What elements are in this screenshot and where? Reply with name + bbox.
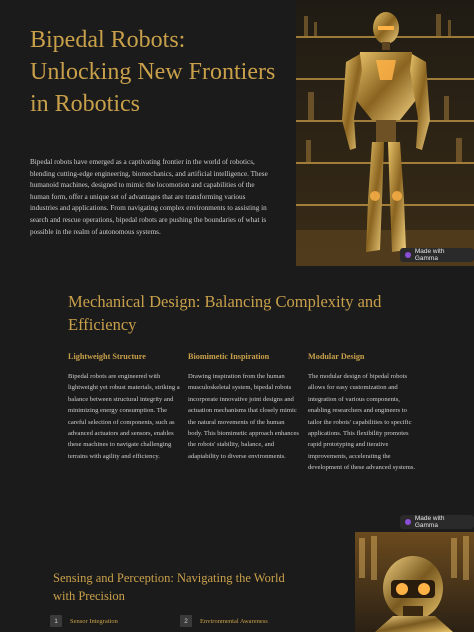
column-heading: Modular Design [308,352,365,361]
slide-sensing-perception [0,532,474,632]
gamma-logo-icon [405,519,411,525]
slide-mechanical-design [0,268,474,530]
made-with-gamma-badge[interactable] [400,515,474,529]
sensing-title: Sensing and Perception: Navigating the World with Precision [53,571,285,603]
list-item-sensor-integration [50,615,118,627]
robot-illustration [296,0,474,266]
robot-head-illustration [355,532,474,632]
robot-head-image [355,532,474,632]
intro-title: Bipedal Robots: Unlocking New Frontiers in Robotics [30,27,276,117]
column-modular-design [308,352,420,474]
column-body: Drawing inspiration from the human musculoskeletal system, bipedal robots incorporate innovative joint designs and actuation mechanisms that closely mimic the natural movements of the human body. This biomimetic approach enhances the robots' stability, balance, and adaptability to diverse environments. [188,373,299,460]
column-biomimetic-inspiration [188,352,300,462]
list-item-environmental-awareness [180,615,268,627]
column-body: Bipedal robots are engineered with lightweight yet robust materials, striking a balance between structural integrity and minimizing energy consumption. The careful selection of components, such as advanced actuators and sensors, enables these machines to navigate challenging terrains with agility and efficiency. [68,373,180,460]
step-number: 2 [180,615,192,627]
badge-label: Made with Gamma [414,248,445,262]
badge-label: Made with Gamma [414,515,445,529]
column-heading: Lightweight Structure [68,352,146,361]
robot-image [296,0,474,266]
step-number: 1 [50,615,62,627]
made-with-gamma-badge[interactable] [400,248,474,262]
step-label: Environmental Awareness [200,617,268,625]
mechanical-design-title: Mechanical Design: Balancing Complexity and Efficiency [68,292,382,334]
column-body: The modular design of bipedal robots allows for easy customization and integration of various components, enabling researchers and engineers to tailor the robots' capabilities to specific applications. This flexibility promotes rapid prototyping and iterative improvements, accelerating the development of these advanced systems. [308,373,416,472]
gamma-logo-icon [405,252,411,258]
column-lightweight-structure [68,352,180,462]
step-label: Sensor Integration [70,617,118,625]
intro-paragraph: Bipedal robots have emerged as a captivating frontier in the world of robotics, blending cutting-edge engineering, biomechanics, and artificial intelligence. These humanoid machines, designed to mimic the locomotion and capabilities of the human form, offer a unique set of advantages that are transforming various industries and applications. From navigating complex environments to assisting in search and rescue operations, bipedal robots are pushing the boundaries of what is possible in the realm of autonomous systems. [30,158,268,236]
slide-intro [0,0,474,268]
column-heading: Biomimetic Inspiration [188,352,270,361]
